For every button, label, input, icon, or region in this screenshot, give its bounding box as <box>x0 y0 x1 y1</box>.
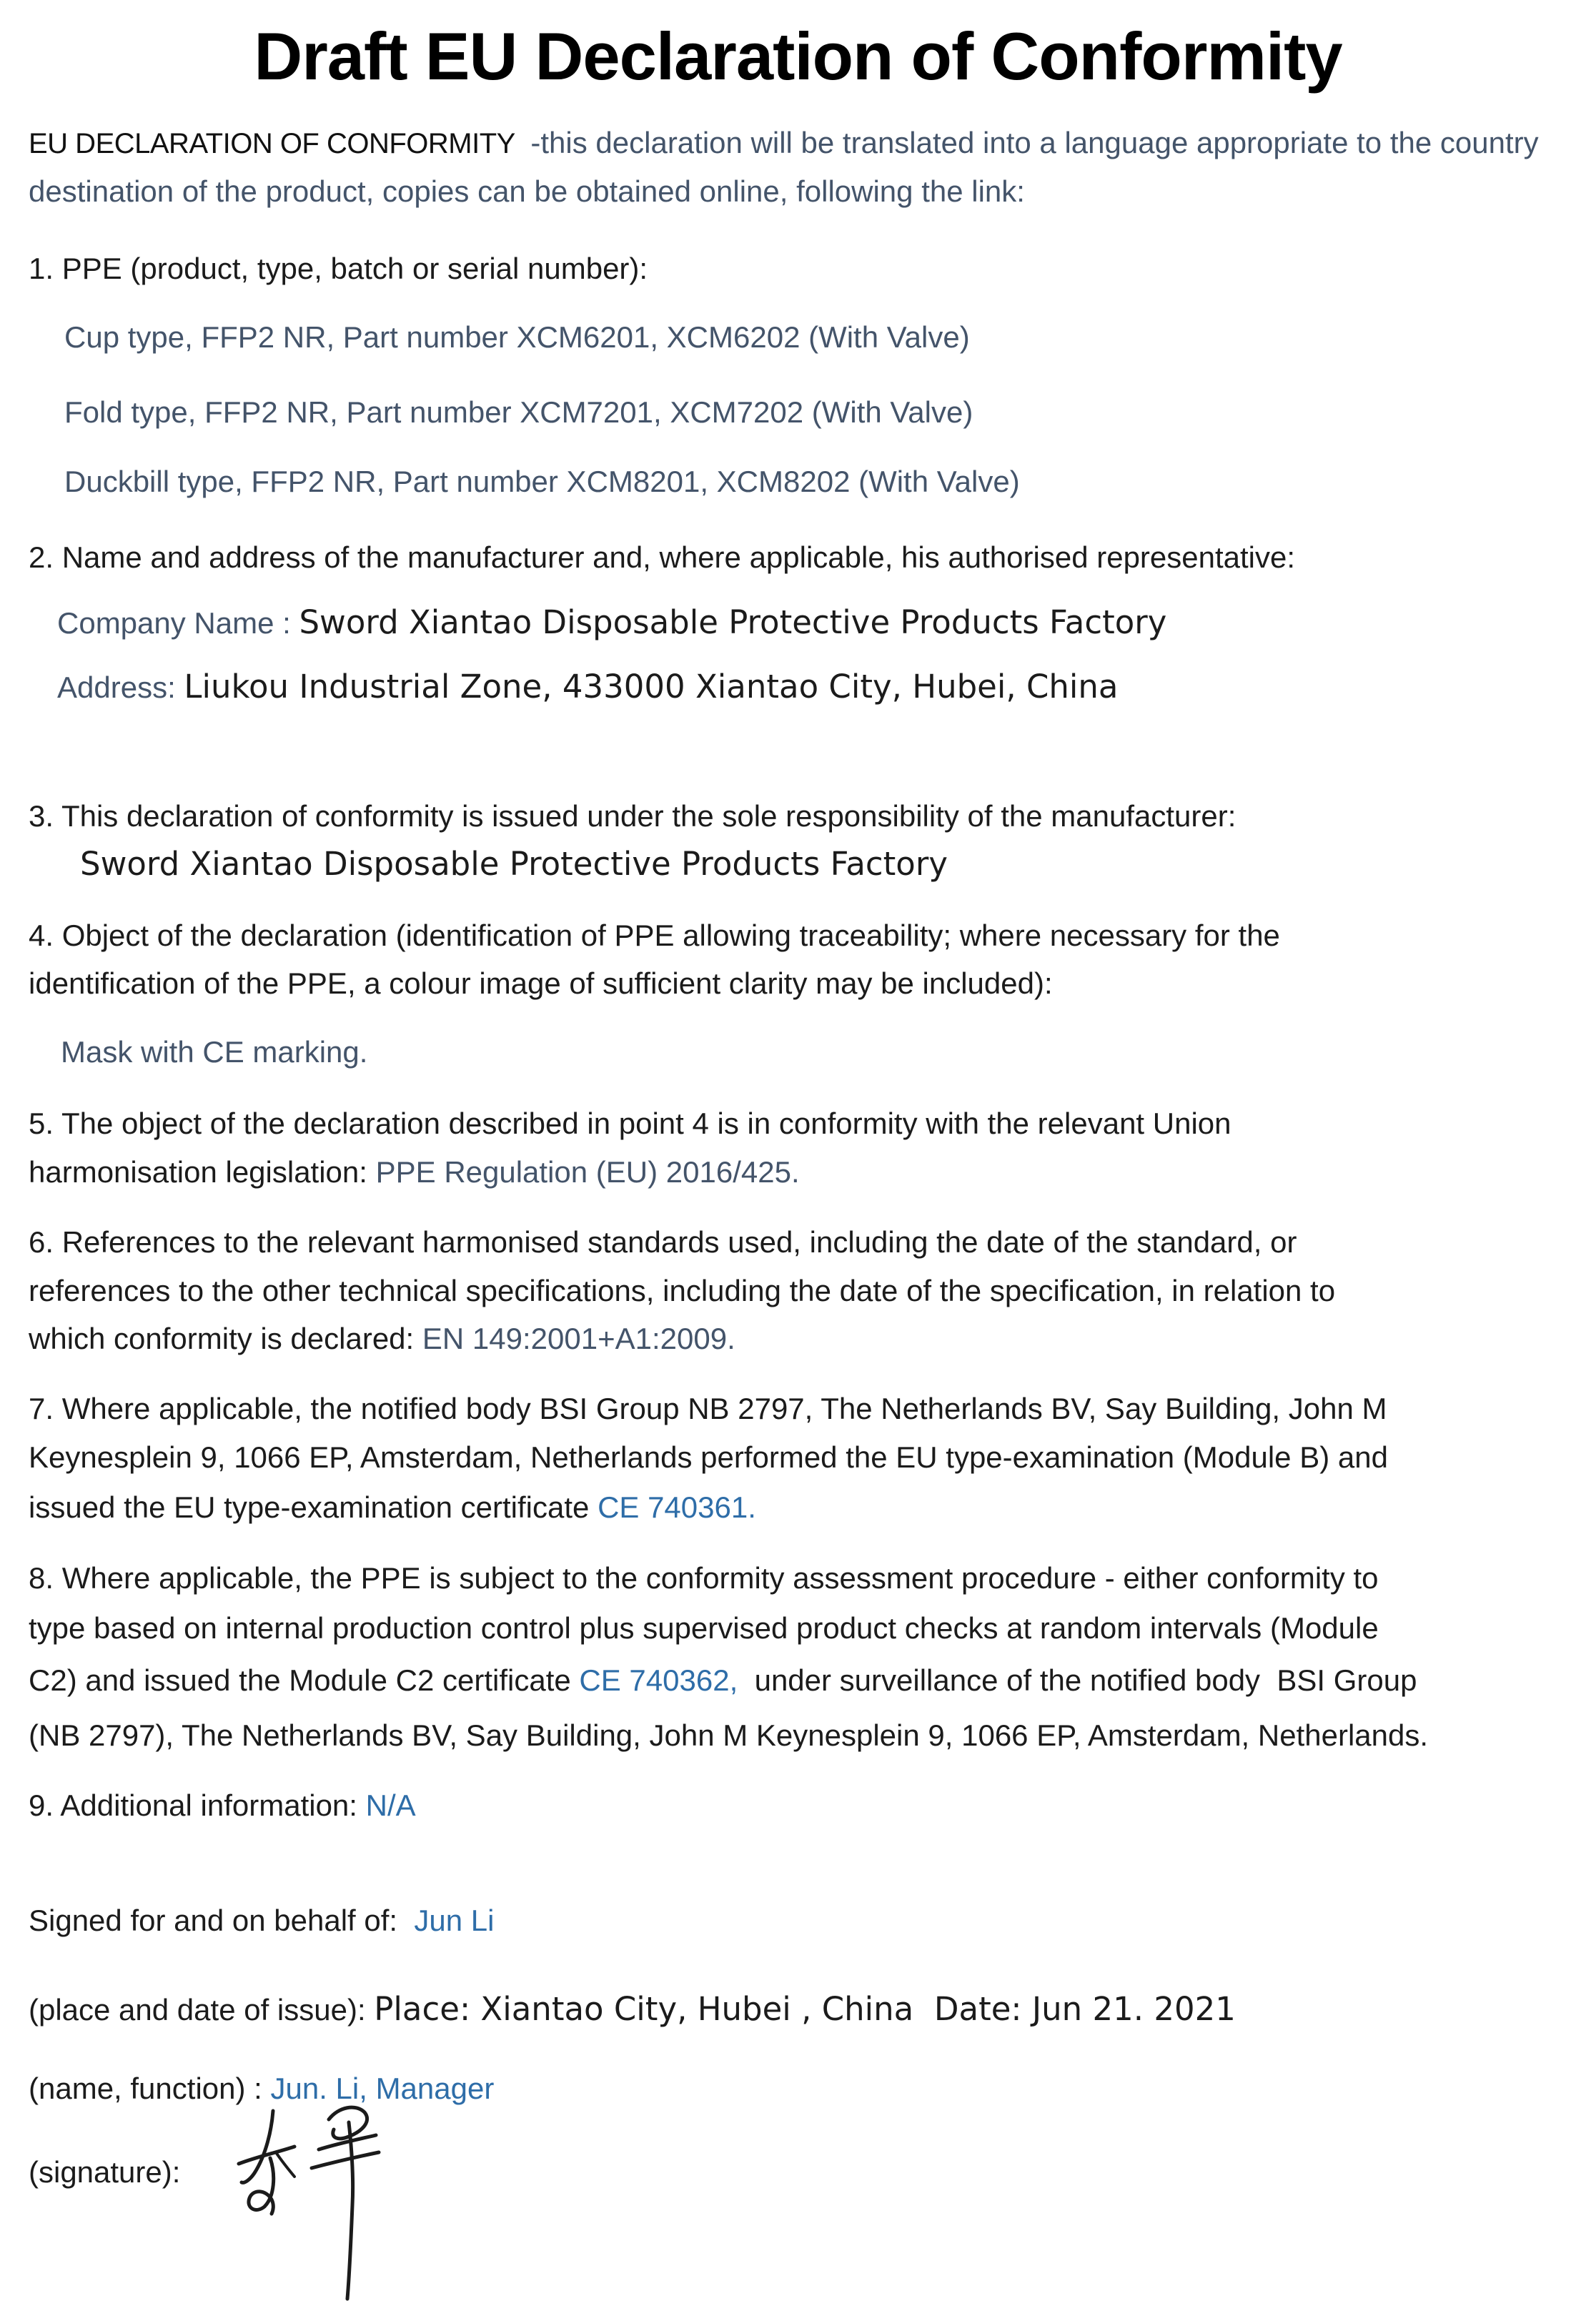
section8-line3-label-b: under surveillance of the notified body BSI Group <box>738 1663 1417 1697</box>
section2-heading: 2. Name and address of the manufacturer and, where applicable, his authorised representative: <box>29 540 1296 574</box>
company-name-label: Company Name : <box>57 606 299 640</box>
signed-for-label: Signed for and on behalf of: <box>29 1904 415 1937</box>
ppe-item-duckbill: Duckbill type, FFP2 NR, Part number XCM8201, XCM8202 (With Valve) <box>64 465 1020 498</box>
company-name-line <box>57 604 1166 641</box>
name-function-label: (name, function) : <box>29 2072 271 2105</box>
intro-paragraph-line2: destination of the product, copies can be obtained online, following the link: <box>29 174 1025 208</box>
signed-for-value: Jun Li <box>414 1904 495 1937</box>
section7-line2: Keynesplein 9, 1066 EP, Amsterdam, Netherlands performed the EU type-examination (Module B) and <box>29 1440 1388 1474</box>
section1-heading: 1. PPE (product, type, batch or serial number): <box>29 252 648 285</box>
page-title: Draft EU Declaration of Conformity <box>254 19 1342 94</box>
section5-line2 <box>29 1155 800 1189</box>
section8-line2: type based on internal production control plus supervised product checks at random intervals (Module <box>29 1611 1379 1645</box>
company-name-value: Sword Xiantao Disposable Protective Products Factory <box>299 603 1167 641</box>
section7-line1: 7. Where applicable, the notified body BSI Group NB 2797, The Netherlands BV, Say Building, John M <box>29 1392 1387 1425</box>
section4-heading-line1: 4. Object of the declaration (identification of PPE allowing traceability; where necessary for the <box>29 919 1280 952</box>
signature-label: (signature): <box>29 2155 181 2189</box>
section7-line3-label: issued the EU type-examination certificate <box>29 1490 598 1524</box>
section8-line3 <box>29 1663 1417 1698</box>
section5-line2-label: harmonisation legislation: <box>29 1155 376 1189</box>
place-date-label: (place and date of issue): <box>29 1993 375 2027</box>
intro-label: EU DECLARATION OF CONFORMITY <box>29 128 522 159</box>
harmonised-standard-reference: EN 149:2001+A1:2009. <box>422 1322 735 1355</box>
ppe-regulation-reference: PPE Regulation (EU) 2016/425. <box>375 1155 800 1189</box>
place-date-value: Place: Xiantao City, Hubei , China Date: Jun 21. 2021 <box>374 1990 1236 2028</box>
address-line <box>57 668 1119 706</box>
ppe-item-cup: Cup type, FFP2 NR, Part number XCM6201, XCM6202 (With Valve) <box>64 320 970 354</box>
intro-text: -this declaration will be translated into a language appropriate to the country <box>522 126 1539 159</box>
section7-line3 <box>29 1490 756 1525</box>
name-function-value: Jun. Li, Manager <box>270 2072 495 2105</box>
section8-line4: (NB 2797), The Netherlands BV, Say Building, John M Keynesplein 9, 1066 EP, Amsterdam, Netherlands. <box>29 1718 1429 1752</box>
section4-heading-line2: identification of the PPE, a colour image of sufficient clarity may be included): <box>29 966 1053 1000</box>
section6-line3 <box>29 1322 735 1356</box>
module-c2-certificate-number: CE 740362, <box>579 1663 738 1697</box>
section5-line1: 5. The object of the declaration described in point 4 is in conformity with the relevant Union <box>29 1107 1231 1140</box>
signature-handwriting <box>229 2098 415 2301</box>
manufacturer-name: Sword Xiantao Disposable Protective Products Factory <box>80 845 948 883</box>
address-value: Liukou Industrial Zone, 433000 Xiantao City, Hubei, China <box>184 668 1119 706</box>
section9-line <box>29 1788 416 1823</box>
address-label: Address: <box>57 670 184 704</box>
section8-line3-label-a: C2) and issued the Module C2 certificate <box>29 1663 580 1697</box>
signed-for-line <box>29 1904 494 1938</box>
additional-information-value: N/A <box>365 1788 416 1822</box>
declaration-object-value: Mask with CE marking. <box>61 1035 368 1069</box>
section6-line1: 6. References to the relevant harmonised standards used, including the date of the standard, or <box>29 1225 1297 1259</box>
section8-line1: 8. Where applicable, the PPE is subject to the conformity assessment procedure - either conformity to <box>29 1561 1379 1595</box>
type-examination-certificate-number: CE 740361. <box>598 1490 756 1524</box>
section6-line3-label: which conformity is declared: <box>29 1322 422 1355</box>
place-date-line <box>29 1991 1236 2028</box>
section6-line2: references to the other technical specifications, including the date of the specification, in relation to <box>29 1274 1336 1307</box>
intro-paragraph-line1 <box>29 126 1539 160</box>
section3-heading: 3. This declaration of conformity is issued under the sole responsibility of the manufacturer: <box>29 799 1236 833</box>
ppe-item-fold: Fold type, FFP2 NR, Part number XCM7201, XCM7202 (With Valve) <box>64 395 973 429</box>
additional-information-label: 9. Additional information: <box>29 1788 366 1822</box>
